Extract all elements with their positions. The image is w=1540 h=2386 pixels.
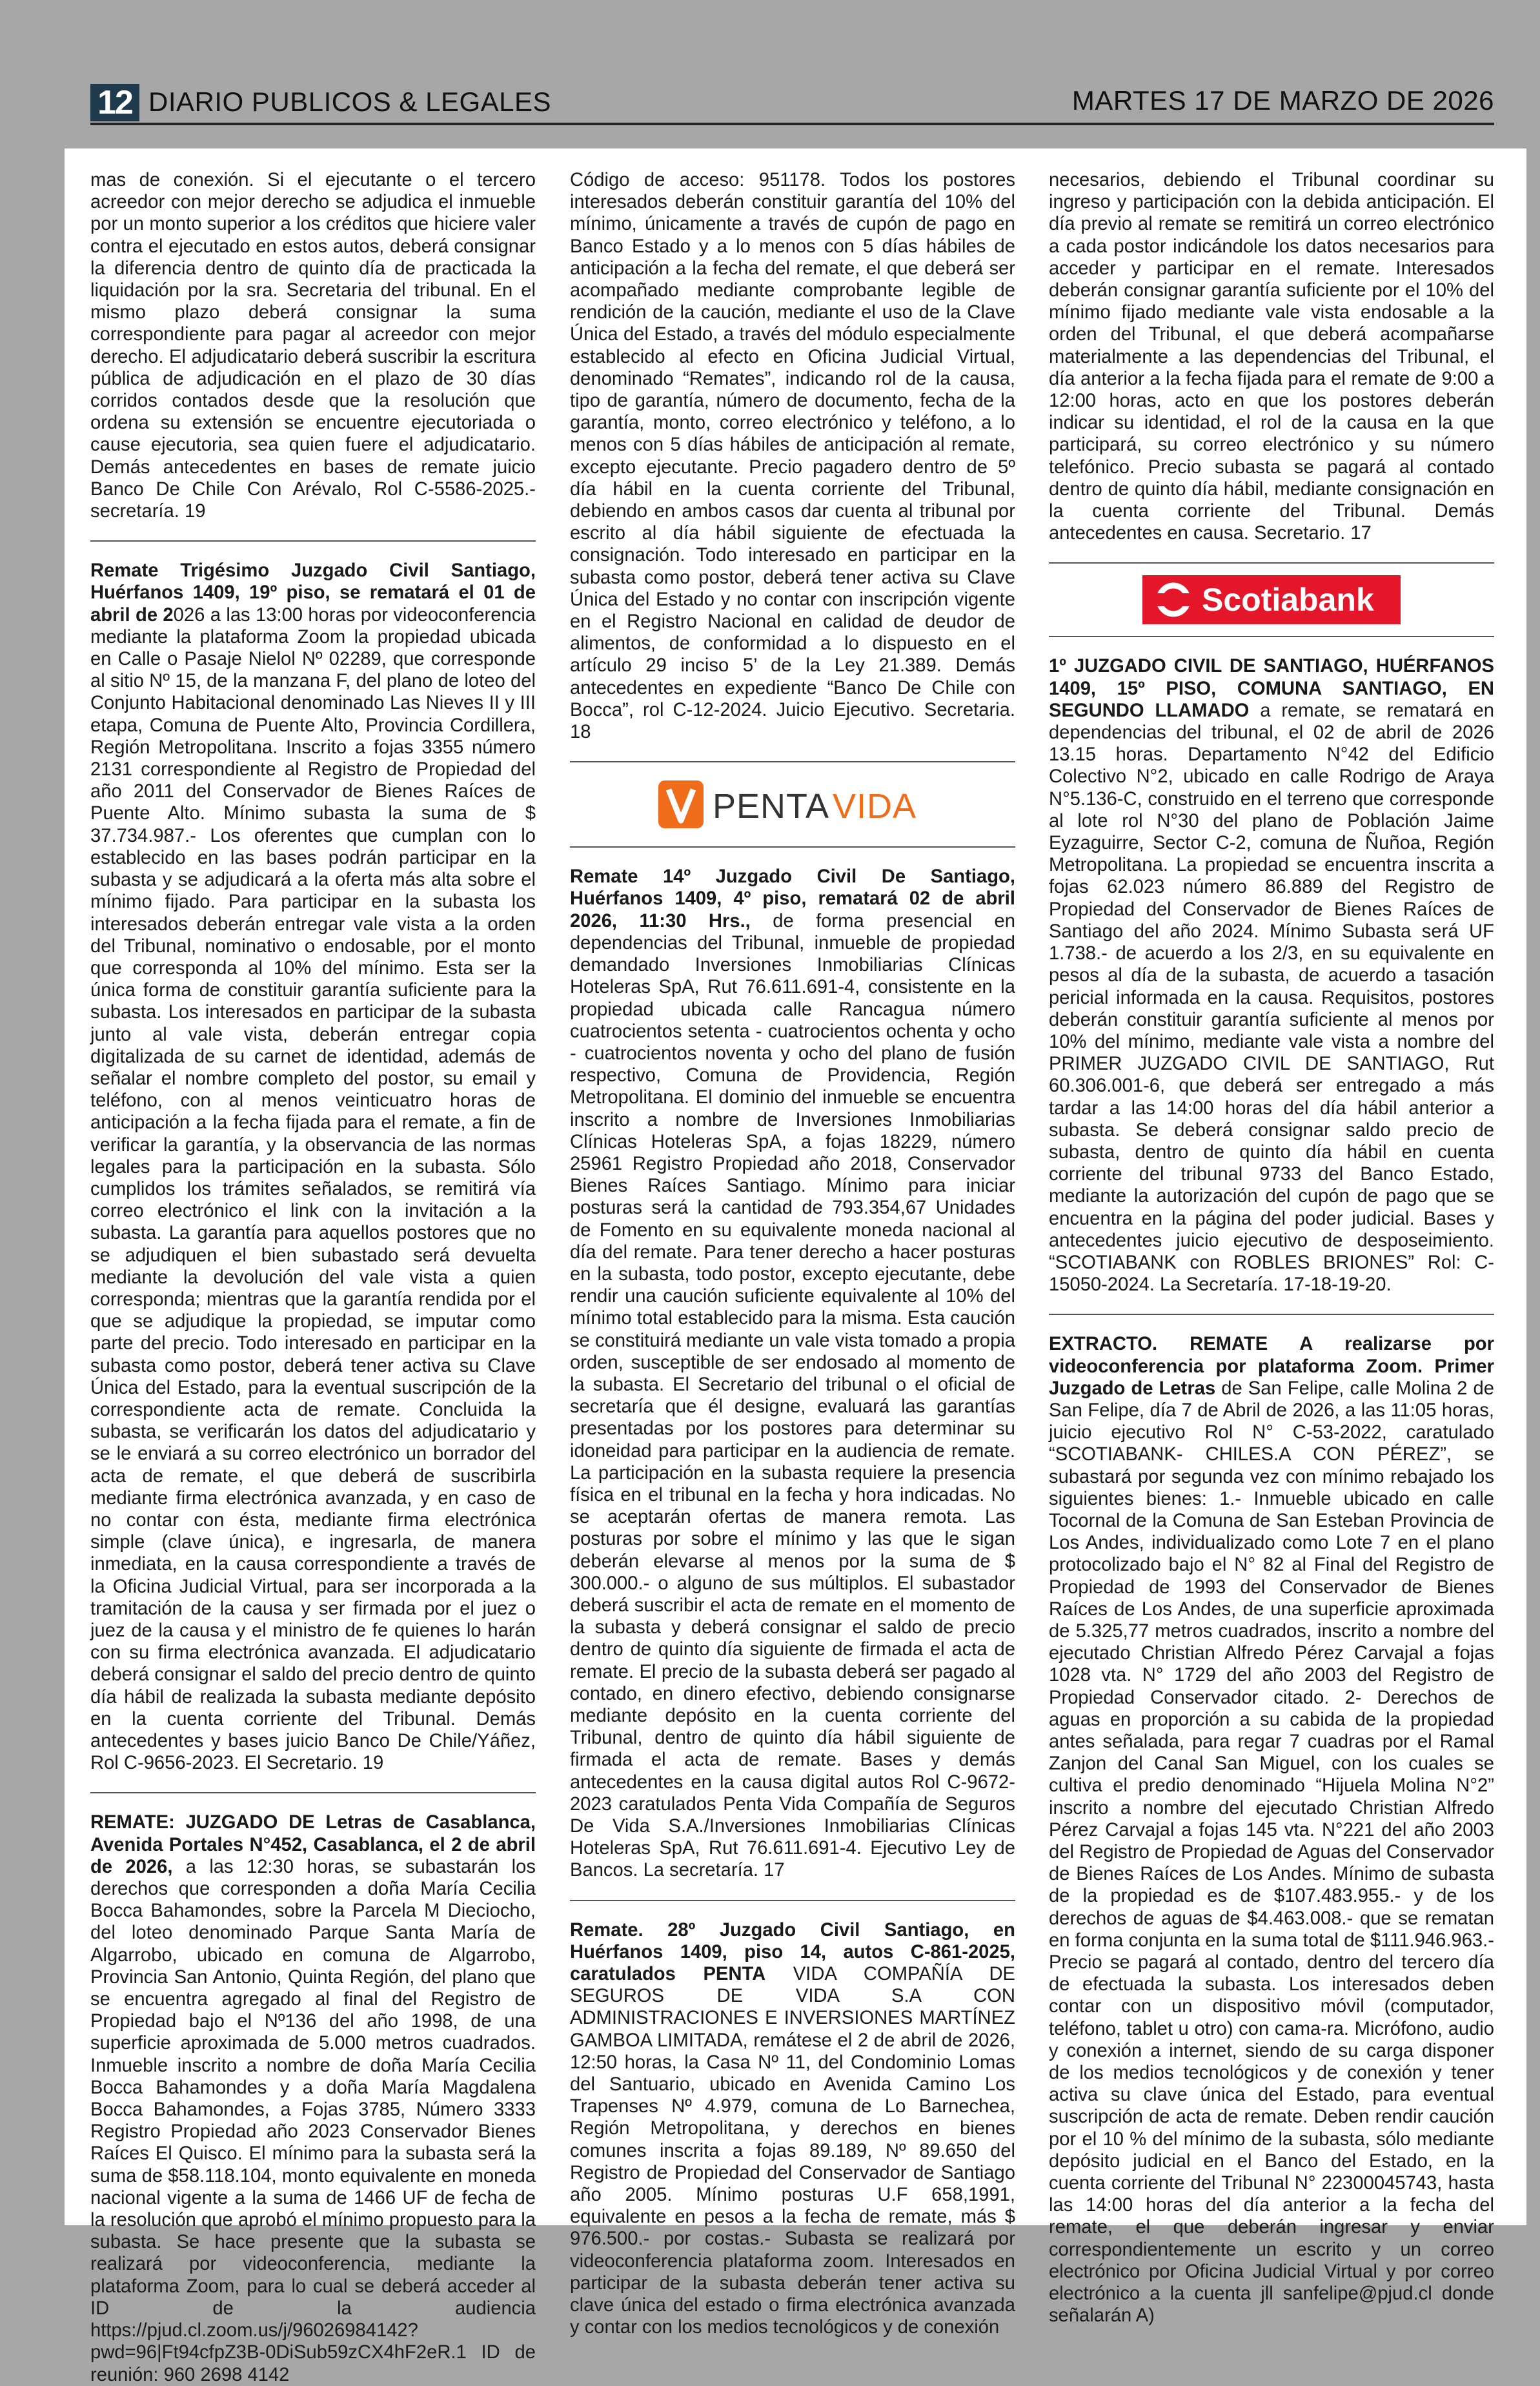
page-header bbox=[90, 83, 1494, 121]
notice-remate-28-juzgado bbox=[570, 1919, 1015, 2339]
scotiabank-banner bbox=[1049, 562, 1494, 637]
notice-continued bbox=[90, 169, 536, 522]
notice-text: a las 12:30 horas, se subastarán los derechos que corresponden a doña María Cecilia Bocca Bahamondes, sobre la Parcela M Dieciocho, del loteo denominado Parque Santa María de Algarrobo, ubicado en comuna de Algarrobo, Provincia San Antonio, Quinta Región, del plano que se encuentra agregado al final del Registro de Propiedad bajo el Nº136 del año 1998, de una superficie aproximada de 5.000 metros cuadrados. Inmueble inscrito a nombre de doña María Cecilia Bocca Bahamondes y a doña María Magdalena Bocca Bahamondes, a Fojas 3785, Número 3333 Registro Propiedad año 2023 Conservador Bienes Raíces El Quisco. El mínimo para la subasta será la suma de $58.118.104, monto equivalente en moneda nacional vigente a la suma de 1466 UF de fecha de la resolución que aprobó el mínimo propuesto para la subasta. Se hace presente que la subasta se realizará por videoconferencia, mediante la plataforma Zoom, para lo cual se deberá acceder al ID de la audiencia https://pjud.cl.zoom.us/j/96026984142?pwd=96|Ft94cfpZ3B-0DiSub59zCX4hF2eR.1 ID de reunión: 960 2698 4142 bbox=[90, 1856, 536, 2385]
divider bbox=[570, 1900, 1015, 1901]
notice-text: a remate, se rematará en dependencias del tribunal, el 02 de abril de 2026 13.15 horas. Departamento N°42 del Edificio Colectivo N°2, ubicado en calle Rodrigo de Araya N°5.136-C, construido en el terreno que corresponde al lote rol N°30 del plano de Población Jaime Eyzaguirre, Sector C-2, comuna de Ñuñoa, Región Metropolitana. La propiedad se encuentra inscrita a fojas 62.023 número 86.889 del Registro de Propiedad del Conservador de Bienes Raíces de Santiago del año 2024. Mínimo Subasta será UF 1.738.- de acuerdo a los 2/3, en su equivalente en pesos al día de la subasta, de acuerdo a tasación pericial informada en la causa. Requisitos, postores deberán constituir garantía suficiente al menos por 10% del mínimo, mediante vale vista a nombre del PRIMER JUZGADO CIVIL DE SANTIAGO, Rut 60.306.001-6, que deberá ser entregado a más tardar a las 14:00 horas del día hábil anterior a subasta. Se deberá consignar saldo precio de subasta, dentro de quinto día hábil en cuenta corriente del tribunal 9733 del Banco Estado, mediante la autorización del cupón de pago que se encuentra en la página del poder judicial. Bases y antecedentes juicio ejecutivo de desposeimiento. “SCOTIABANK con ROBLES BRIONES” Rol: C-15050-2024. La Secretaría. 17-18-19-20. bbox=[1049, 700, 1494, 1296]
notice-continued bbox=[570, 169, 1015, 743]
notice-remate-30-juzgado bbox=[90, 560, 536, 1774]
vida-logo-text: VIDA bbox=[833, 787, 917, 826]
penta-vida-banner bbox=[570, 761, 1015, 848]
divider bbox=[1049, 1314, 1494, 1315]
penta-vida-logo-icon bbox=[657, 775, 928, 833]
column-3 bbox=[1049, 169, 1494, 2327]
divider bbox=[1049, 636, 1494, 637]
penta-vida-logo bbox=[570, 762, 1015, 846]
notice-remate-14-juzgado bbox=[570, 866, 1015, 1881]
notice-heading: EXTRACTO. REMATE A realizarse por videoconferencia por plataforma Zoom. Primer Juzgado de Letras bbox=[1049, 1334, 1494, 1399]
publication-name: DIARIO PUBLICOS & LEGALES bbox=[148, 87, 552, 117]
penta-logo-text: PENTA bbox=[713, 787, 830, 826]
notice-continued bbox=[1049, 169, 1494, 544]
notice-heading: Remate. 28º Juzgado Civil Santiago, en Huérfanos 1409, piso 14, autos C-861-2025, caratulados PENTA bbox=[570, 1919, 1015, 1985]
divider bbox=[90, 540, 536, 542]
notice-heading: 1º JUZGADO CIVIL DE SANTIAGO, HUÉRFANOS 1409, 15º PISO, COMUNA SANTIAGO, EN SEGUNDO LLAMADO bbox=[1049, 656, 1494, 721]
notice-heading: REMATE: JUZGADO DE Letras de Casablanca, Avenida Portales N°452, Casablanca, el 2 de abril de 2026, bbox=[90, 1812, 536, 1877]
scotiabank-logo-icon bbox=[1142, 574, 1401, 626]
notice-text: necesarios, debiendo el Tribunal coordinar su ingreso y participación con la debida anticipación. El día previo al remate se remitirá un correo electrónico a cada postor indicándole los datos necesarios para acceder y participar en el remate. Interesados deberán consignar garantía suficiente por el 10% del mínimo fijado mediante vale vista endosable a la orden del Tribunal, el que deberá acompañarse materialmente a las dependencias del Tribunal, el día anterior a la fecha fijada para el remate de 9:00 a 12:00 horas, acto en que los postores deberán indicar su identidad, el rol de la causa en la que participará, su correo electrónico y su número telefónico. Precio subasta se pagará al contado dentro de quinto día hábil, mediante consignación en la cuenta corriente del Tribunal. Demás antecedentes en causa. Secretario. 17 bbox=[1049, 170, 1494, 544]
notice-text: Código de acceso: 951178. Todos los postores interesados deberán constituir garantía del 10% del mínimo, únicamente a través de cupón de pago en Banco Estado y a lo menos con 5 días hábiles de anticipación a la fecha del remate, el que deberá ser acompañado mediante comprobante legible de rendición de la caución, mediante el uso de la Clave Única del Estado, a través del módulo especialmente establecido al efecto en Oficina Judicial Virtual, denominado “Remates”, indicando rol de la causa, tipo de garantía, número de documento, fecha de la garantía, monto, correo electrónico y teléfono, a lo menos con 5 días hábiles de anticipación al remate, excepto ejecutante. Precio pagadero dentro de 5º día hábil en la cuenta corriente del Tribunal, debiendo en ambos casos dar cuenta al tribunal por escrito al día hábil siguiente de efectuada la consignación. Todo interesado en participar en la subasta como postor, deberá tener activa su Clave Única del Estado y no contar con inscripción vigente en el Registro Nacional en calidad de deudor de alimentos, de conformidad a lo dispuesto en el artículo 29 inciso 5’ de la Ley 21.389. Demás antecedentes en expediente “Banco De Chile con Bocca”, rol C-12-2024. Juicio Ejecutivo. Secretaria. 18 bbox=[570, 170, 1015, 743]
divider bbox=[90, 1792, 536, 1793]
notice-heading: Remate Trigésimo Juzgado Civil Santiago, Huérfanos 1409, 19º piso, se rematará el 01 de abril de 2 bbox=[90, 560, 536, 626]
notice-1-juzgado-civil bbox=[1049, 655, 1494, 1296]
notice-text: de San Felipe, caIle Molina 2 de San Felipe, día 7 de Abril de 2026, a las 11:05 horas, juicio ejecutivo Rol N° C-53-2022, caratulado “SCOTIABANK- CHILES.A CON PÉREZ”, se subastará por segunda vez con mínimo rebajado los siguientes bienes: 1.- Inmueble ubicado en calle Tocornal de la Comuna de San Esteban Provincia de Los Andes, individualizado como Lote 7 en el plano protocolizado bajo el N° 82 al Final del Registro de Propiedad de 1993 del Conservador de Bienes Raíces de Los Andes, de una superficie aproximada de 5.325,77 metros cuadrados, inscrito a nombre del ejecutado Christian Alfredo Pérez Carvajal a fojas 1028 vta. N° 1729 del año 2003 del Registro de Propiedad Conservador citado. 2- Derechos de aguas en proporción a su cabida de la propiedad antes señalada, para regar 7 cuadras por el Ramal Zanjon del Canal San Miguel, con los cuales se cultiva el predio denominado “Hijuela Molina N°2” inscrito a nombre del ejecutado Christian Alfredo Pérez Carvajal a fojas 145 vta. N°221 del año 2003 del Registro de Propiedad de Aguas del Conservador de Bienes Raíces de Los Andes. Mínimo de subasta de la propiedad es de $107.483.955.- y de los derechos de aguas de $4.463.008.- que se rematan en forma conjunta en la suma total de $111.946.963.- Precio se pagará al contado, dentro del tercero día de efectuada la subasta. Los interesados deben contar con un dispositivo móvil (computador, teléfono, tablet u otro) con cama-ra. Micrófono, audio y conexión a internet, siendo de su carga disponer de los medios tecnológicos y de conexión y tener activa su clave única del Estado, para eventual suscripción de acta de remate. Deben rendir caución por el 10 % del mínimo de la subasta, sólo mediante depósito judicial en el Banco del Estado, en la cuenta corriente del Tribunal N° 22300045743, hasta las 14:00 horas del día anterior a la fecha del remate, el que deberán ingresar y enviar correspondientemente un escrito y un correo electrónico por Oficina Judicial Virtual y por correo electrónico a la cuenta jll sanfelipe@pjud.cl donde señalarán A) bbox=[1049, 1378, 1494, 2327]
notice-text: de forma presencial en dependencias del Tribunal, inmueble de propiedad demandado Inversiones Inmobiliarias Clínicas Hoteleras SpA, Rut 76.611.691-4, consistente en la propiedad ubicada calle Rancagua número cuatrocientos setenta - cuatrocientos ochenta y ocho - cuatrocientos noventa y ocho del plano de fusión respectivo, Comuna de Providencia, Región Metropolitana. El dominio del inmueble se encuentra inscrito a nombre de Inversiones Inmobiliarias Clínicas Hoteleras SpA, a fojas 18229, número 25961 Registro Propiedad año 2018, Conservador Bienes Raíces Santiago. Mínimo para iniciar posturas será la cantidad de 793.354,67 Unidades de Fomento en su equivalente moneda nacional al día del remate. Para tener derecho a hacer posturas en la subasta, todo postor, excepto ejecutante, debe rendir una caución suficiente equivalente al 10% del mínimo total establecido para la misma. Esta caución se constituirá mediante un vale vista tomado a propia orden, susceptible de ser endosado al momento de la subasta. El Secretario del tribunal o el oficial de secretaría que él designe, evaluará las garantías presentadas por los postores para determinar su idoneidad para participar en la audiencia de remate. La participación en la subasta requiere la presencia física en el tribunal en la fecha y hora indicadas. No se aceptarán ofertas de manera remota. Las posturas por sobre el mínimo y las que le sigan deberán elevarse al menos por la suma de $ 300.000.- o alguno de sus múltiplos. El subastador deberá suscribir el acta de remate en el momento de la subasta y deberá consignar el saldo de precio dentro de quinto día siguiente de firmada el acta de remate. El precio de la subasta deberá ser pagado al contado, en dinero efectivo, debiendo consignarse mediante depósito en la cuenta corriente del Tribunal, dentro de quinto día hábil siguiente de firmada el acta de remate. Bases y demás antecedentes en la causa digital autos Rol C-9672-2023 caratulados Penta Vida Compañía de Seguros De Vida S.A./Inversiones Inmobiliarias Clínicas Hoteleras SpA, Rut 76.611.691-4. Ejecutivo Ley de Bancos. La secretaría. 17 bbox=[570, 910, 1016, 1881]
notice-heading: Remate 14º Juzgado Civil De Santiago, Huérfanos 1409, 4º piso, rematará 02 de abril 2026, 11:30 Hrs., bbox=[570, 866, 1015, 932]
page-number: 12 bbox=[90, 84, 139, 121]
publication-date: MARTES 17 DE MARZO DE 2026 bbox=[1071, 85, 1494, 116]
header-rule bbox=[90, 123, 1494, 125]
notice-remate-casablanca bbox=[90, 1811, 536, 2385]
notice-extracto-san-felipe bbox=[1049, 1333, 1494, 2327]
scotiabank-logo bbox=[1049, 564, 1494, 636]
notice-text: mas de conexión. Si el ejecutante o el tercero acreedor con mejor derecho se adjudica el inmueble por un monto superior a los créditos que hiciere valer contra el ejecutado en estos autos, deberá consignar la diferencia dentro de quinto día de practicada la liquidación por la sra. Secretaria del tribunal. En el mismo plazo deberá consignar la suma correspondiente para pagar al acreedor con mejor derecho. El adjudicatario deberá suscribir la escritura pública de adjudicación en el plazo de 30 días corridos contados desde que la resolución que ordena su extensión se encuentre ejecutoriada o cause ejecutoria, sea quien fuere el adjudicatario. Demás antecedentes en bases de remate juicio Banco De Chile Con Arévalo, Rol C-5586-2025.- secretaría. 19 bbox=[90, 170, 536, 522]
notice-text: VIDA COMPAÑÍA DE SEGUROS DE VIDA S.A CON ADMINISTRACIONES E INVERSIONES MARTÍNEZ GAMBOA LIMITADA, remátese el 2 de abril de 2026, 12:50 horas, la Casa Nº 11, del Condominio Lomas del Santuario, ubicado en Avenida Camino Los Trapenses Nº 4.979, comuna de Lo Barnechea, Región Metropolitana, y derechos en bienes comunes inscrita a fojas 89.189, Nº 89.650 del Registro de Propiedad del Conservador de Santiago año 2005. Mínimo posturas U.F 658,1991, equivalente en pesos a la fecha de remate, más $ 976.500.- por costas.- Subasta se realizará por videoconferencia plataforma zoom. Interesados en participar de la subasta deberán tener activa su clave única del estado o firma electrónica avanzada y contar con los medios tecnológicos y de conexión bbox=[570, 1964, 1015, 2338]
scotiabank-logo-text: Scotiabank bbox=[1202, 582, 1374, 618]
column-1 bbox=[90, 169, 536, 2386]
divider bbox=[570, 846, 1015, 848]
notice-text: 026 a las 13:00 horas por videoconferencia mediante la plataforma Zoom la propiedad ubicada en Calle o Pasaje Nielol Nº 02289, que corresponde al sitio Nº 15, de la manzana F, del plano de loteo del Conjunto Habitacional denominado Las Nieves II y III etapa, Comuna de Puente Alto, Provincia Cordillera, Región Metropolitana. Inscrito a fojas 3355 número 2131 correspondiente al Registro de Propiedad del año 2011 del Conservador de Bienes Raíces de Puente Alto. Mínimo subasta la suma de $ 37.734.987.- Los oferentes que cumplan con lo establecido en las bases podrán participar en la subasta y se adjudicará a la oferta más alta sobre el mínimo fijado. Para participar en la subasta los interesados deberán entregar vale vista a la orden del Tribunal, nominativo o endosable, por el monto que corresponda al 10% del mínimo. Esta ser la única forma de constituir garantía suficiente para la subasta. Los interesados en participar de la subasta junto al vale vista, deberán entregar copia digitalizada de su carnet de identidad, además de señalar el nombre completo del postor, su email y teléfono, con al menos veinticuatro horas de anticipación a la fecha fijada para el remate, a fin de verificar la garantía, y la observancia de las normas legales para la participación en la subasta. Sólo cumplidos los trámites señalados, se remitirá vía correo electrónico el link con la invitación a la subasta. La garantía para aquellos postores que no se adjudiquen el bien subastado será devuelta mediante la devolución del vale vista a quien corresponda; mientras que la garantía rendida por el que se adjudique la propiedad, se imputar como parte del precio. Todo interesado en participar en la subasta como postor, deberá tener activa su Clave Única del Estado, para la eventual suscripción de la correspondiente acta de remate. Concluida la subasta, se verificarán los datos del adjudicatario y se le enviará a su correo electrónico un borrador del acta de remate, el que deberá de suscribirla mediante firma electrónica avanzada, y en caso de no contar con ésta, mediante firma electrónica simple (clave única), e ingresarla, de manera inmediata, en la causa correspondiente a través de la Oficina Judicial Virtual, para ser incorporada a la tramitación de la causa y ser firmada por el juez o juez de la causa y el ministro de fe quienes lo harán con su firma electrónica avanzada. El adjudicatario deberá consignar el saldo del precio dentro de quinto día hábil de realizada la subasta mediante depósito en la cuenta corriente del Tribunal. Demás antecedentes y bases juicio Banco De Chile/Yáñez, Rol C-9656-2023. El Secretario. 19 bbox=[90, 604, 536, 1774]
column-2 bbox=[570, 169, 1015, 2338]
